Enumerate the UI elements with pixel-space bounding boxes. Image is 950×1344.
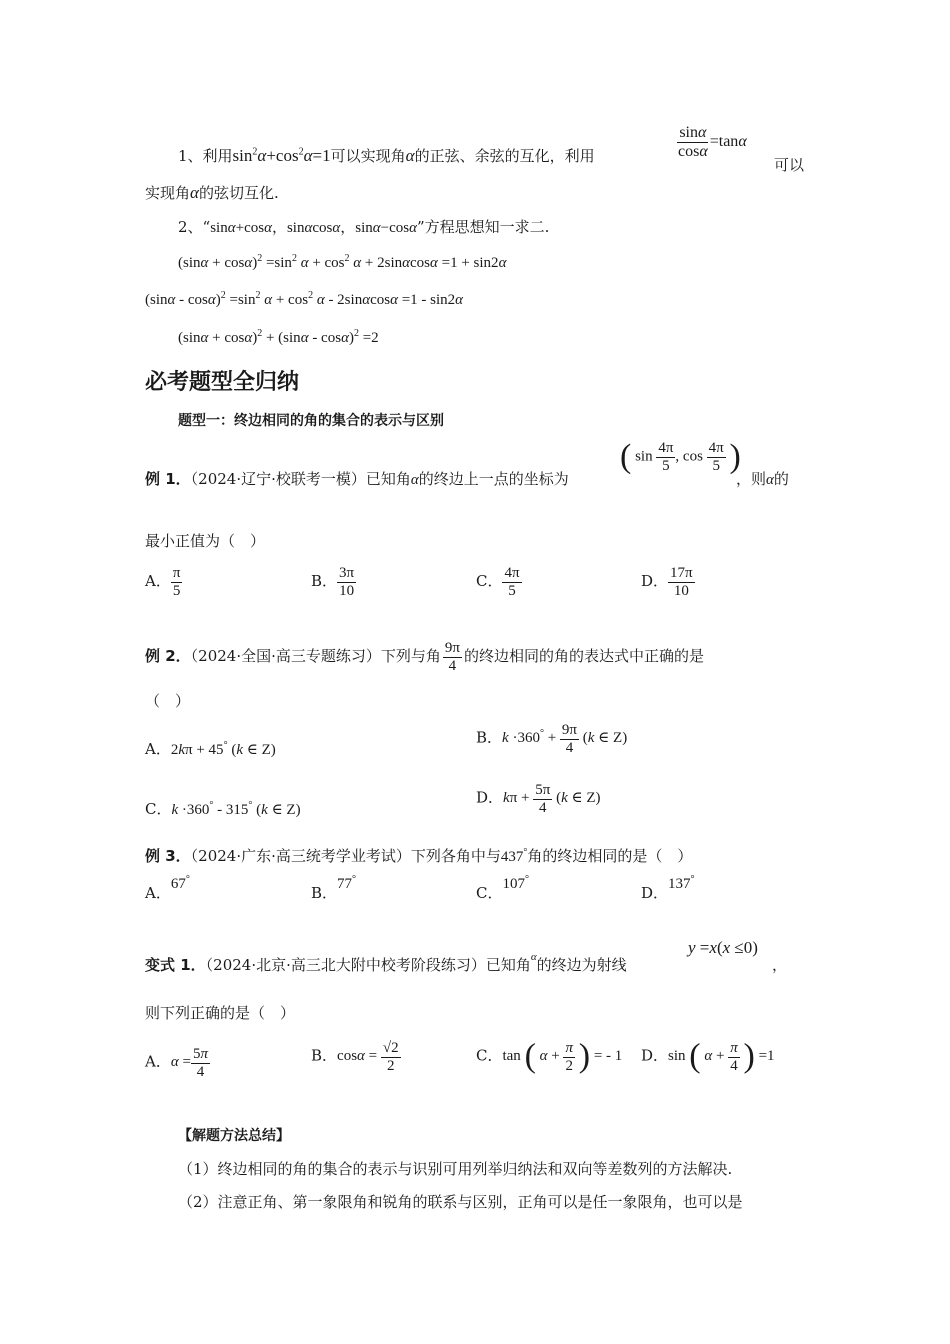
example-2-option-c[interactable]: C．k ·360° - 315° (k ∈ Z)	[145, 800, 301, 818]
example-1-option-c[interactable]: C． $\frac{4\pi}{5}$	[476, 565, 520, 599]
summary-paragraph-2: （2）注意正角、第一象限角和锐角的联系与区别，正角可以是任一象限角，也可以是	[178, 1193, 743, 1211]
example-3-option-c[interactable]: C．107°	[476, 874, 529, 902]
variant-1-option-a[interactable]: A．α = $\frac{5\pi}{4}$	[145, 1046, 208, 1080]
example-3-option-d[interactable]: D．137°	[641, 874, 695, 902]
example-3-option-b[interactable]: B．77°	[311, 874, 357, 902]
type1-title: 题型一：终边相同的角的集合的表示与区别	[178, 413, 444, 429]
example-2-option-a[interactable]: A．2kπ + 45° (k ∈ Z)	[145, 740, 276, 758]
example-2-question: 例 2．（2024·全国·高三专题练习）下列与角 $\frac{9\pi}{4}$ 的终边相同的角的表达式中正确的是	[145, 640, 704, 674]
example-2-option-d[interactable]: D．kπ + $\frac{5\pi}{4}$ (k ∈ Z)	[476, 782, 601, 816]
intro-line-2: 实现角α的弦切互化.	[145, 183, 279, 202]
variant-1-option-c[interactable]: C．tan ( α + $\frac{\pi}{2}$ ) = - 1	[476, 1038, 623, 1075]
intro-line-1-end: 可以	[774, 156, 805, 174]
example-1-option-a[interactable]: A． $\frac{\pi}{5}$	[145, 565, 181, 599]
formula-sum-of-squares: $(\sin\alpha + \cos\alpha)^2 + (\sin\alpha - \cos\alpha)^2 =2$	[178, 328, 379, 346]
example-2-option-b[interactable]: B．k ·360° + $\frac{9\pi}{4}$ (k ∈ Z)	[476, 722, 628, 756]
example-2-line2: （ ）	[145, 692, 191, 710]
variant-1-option-d[interactable]: D．sin ( α + $\frac{\pi}{4}$ ) =1	[641, 1038, 775, 1075]
formula-diff-square: $(\sin\alpha - \cos\alpha)^2 =\sin^2$ $\alpha + \cos^2 \alpha - 2\sin\alpha\cos\alpha =1 - \sin 2\alpha$	[145, 290, 464, 308]
example-3-question: 例 3．（2024·广东·高三统考学业考试）下列各角中与437°角的终边相同的是（ ）	[145, 847, 693, 865]
summary-title: 【解题方法总结】	[178, 1128, 290, 1144]
example-1-question-end: ，则α的	[736, 470, 789, 488]
section-title: 必考题型全归纳	[145, 370, 300, 395]
example-1-option-b[interactable]: B． $\frac{3\pi}{10}$	[311, 565, 355, 599]
formula-tan-identity: $\frac{\sin\alpha}{\cos\alpha}$ =tanα	[678, 124, 747, 160]
summary-paragraph-1: （1）终边相同的角的集合的表示与识别可用列举归纳法和双向等差数列的方法解决.	[178, 1160, 733, 1178]
variant-1-line2: 则下列正确的是（ ）	[145, 1004, 296, 1022]
example-3-option-a[interactable]: A．67°	[145, 874, 190, 902]
example-1-question: 例 1．（2024·辽宁·校联考一模）已知角α的终边上一点的坐标为	[145, 470, 569, 488]
variant-1-ray: y =x(x ≤0)	[688, 938, 758, 957]
example-1-point: ( sin $\frac{4\pi}{5}$ , cos $\frac{4\pi}{5}$ )	[620, 438, 741, 475]
formula-pythagorean-identity: $\sin^2\alpha+\cos^2\alpha=1$	[232, 146, 331, 165]
intro-line-3: 2、“sinα+cosα，sinαcosα，sinα−cosα”方程思想知一求二.	[178, 218, 550, 236]
intro-line-1: 1、利用$\sin^2\alpha+\cos^2\alpha=1$可以实现角α的正弦、余弦的互化，利用	[178, 146, 595, 165]
variant-1-question: 变式 1．（2024·北京·高三北大附中校考阶段练习）已知角$^\alpha$的终边为射线	[145, 951, 627, 974]
example-1-option-d[interactable]: D． $\frac{17\pi}{10}$	[641, 565, 693, 599]
variant-1-comma: ，	[772, 956, 788, 974]
example-1-line2: 最小正值为（ ）	[145, 532, 266, 550]
formula-sum-square: $(\sin\alpha + \cos\alpha)^2 =\sin^2$ $\alpha + \cos^2 \alpha + 2\sin\alpha\cos\alpha =1 + \sin 2\alpha$	[178, 253, 507, 271]
variant-1-option-b[interactable]: B．cosα = $\frac{√2}{2}$	[311, 1040, 399, 1074]
symbol-alpha: α	[405, 146, 415, 165]
